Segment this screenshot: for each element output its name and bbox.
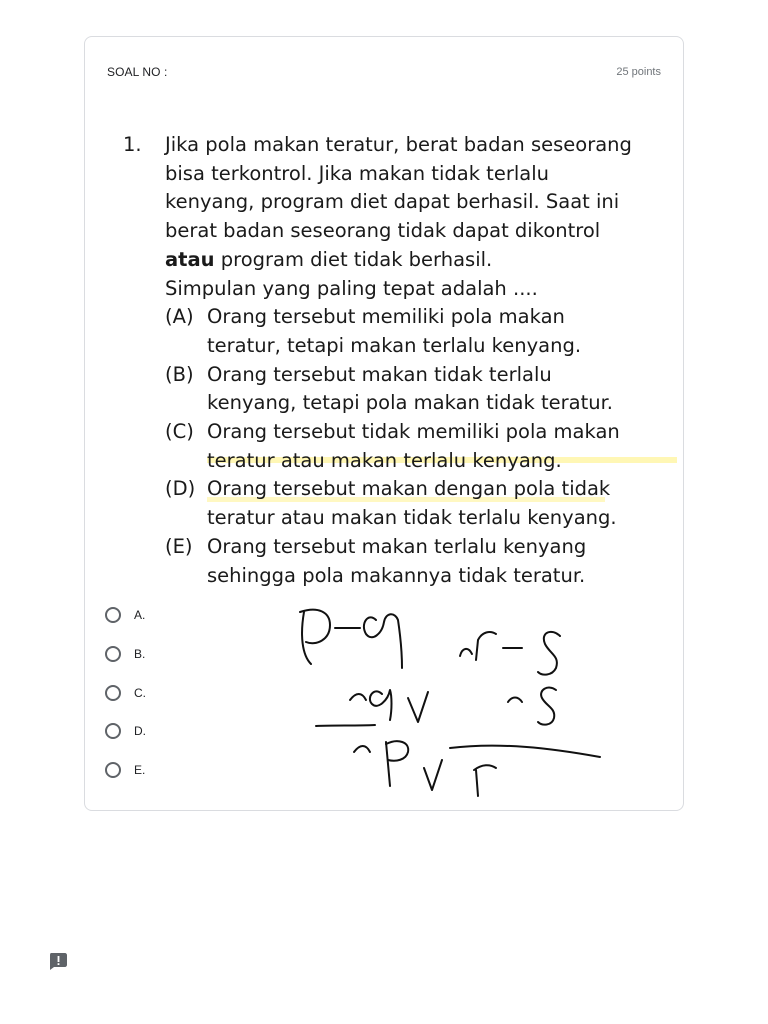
choice-text: kenyang, tetapi pola makan tidak teratur.: [207, 391, 614, 415]
answer-label: B.: [134, 647, 146, 661]
choice-letter: (B): [165, 362, 194, 386]
choice-letter: (A): [165, 305, 194, 329]
report-issue-icon[interactable]: [48, 951, 68, 971]
choice-text: Orang tersebut tidak memiliki pola makan: [207, 420, 620, 443]
choice-text: teratur, tetapi makan terlalu kenyang.: [207, 333, 582, 357]
choice-text: Orang tersebut memiliki pola makan: [207, 305, 565, 329]
answer-label: E.: [134, 763, 146, 777]
question-line: kenyang, program diet dapat berhasil. Saat ini: [165, 190, 620, 214]
choice-letter: (E): [165, 534, 193, 558]
question-number: 1.: [123, 133, 142, 156]
question-line-rest: program diet tidak berhasil.: [214, 247, 493, 271]
answer-label: A.: [134, 608, 146, 622]
choice-text: sehingga pola makannya tidak teratur.: [207, 563, 586, 587]
question-title: SOAL NO :: [107, 65, 168, 79]
choice-letter: (C): [165, 420, 194, 443]
question-line: bisa terkontrol. Jika makan tidak terlalu: [165, 161, 549, 185]
question-line: berat badan seseorang tidak dapat dikontrol: [165, 219, 601, 243]
question-line: Jika pola makan teratur, berat badan seseorang: [165, 133, 632, 156]
choice-text: teratur atau makan terlalu kenyang.: [207, 448, 562, 472]
question-bold-word: atau: [165, 247, 215, 271]
choice-text: Orang tersebut makan dengan pola tidak: [207, 477, 611, 501]
choice-letter: (D): [165, 477, 196, 501]
choice-text: teratur atau makan tidak terlalu kenyang.: [207, 506, 617, 530]
answer-label: D.: [134, 724, 146, 738]
choice-text: Orang tersebut makan tidak terlalu: [207, 362, 552, 386]
answer-label: C.: [134, 686, 146, 700]
question-prompt: Simpulan yang paling tepat adalah ....: [165, 276, 538, 300]
choice-text: Orang tersebut makan terlalu kenyang: [207, 534, 587, 558]
question-points: 25 points: [616, 66, 661, 78]
